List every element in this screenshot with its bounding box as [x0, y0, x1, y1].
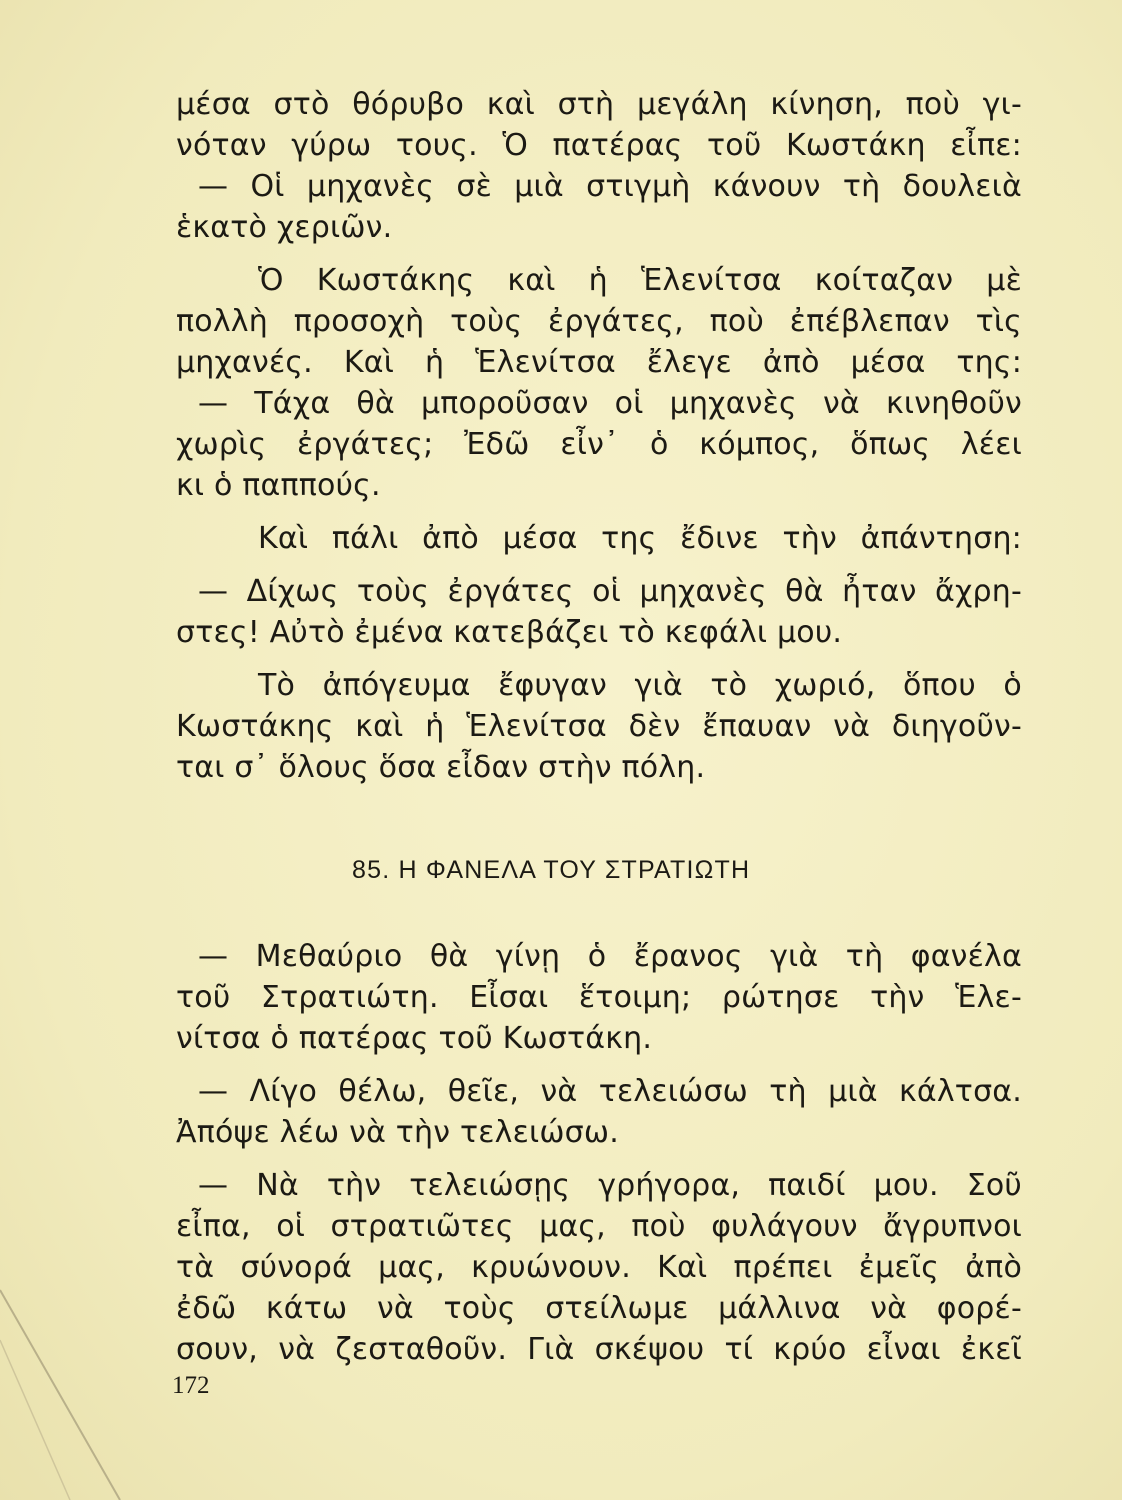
text-line: Καὶ πάλι ἀπὸ μέσα της ἔδινε τὴν ἀπάντηση:	[258, 521, 1022, 556]
text-line: — Μεθαύριο θὰ γίνῃ ὁ ἔρανος γιὰ τὴ φανέλα	[198, 939, 1022, 974]
text-line: χωρὶς ἐργάτες; Ἐδῶ εἶν᾽ ὁ κόμπος, ὅπως λέει	[176, 427, 1022, 462]
text-line: ἐδῶ κάτω νὰ τοὺς στείλωμε μάλλινα νὰ φορέ-	[176, 1291, 1022, 1326]
text-line: τὰ σύνορά μας, κρυώνουν. Καὶ πρέπει ἐμεῖς ἀπὸ	[176, 1250, 1022, 1285]
section-1-text	[176, 84, 1022, 788]
text-line: νίτσα ὁ πατέρας τοῦ Κωστάκη.	[176, 1021, 653, 1056]
page-fold-mark	[0, 1280, 200, 1500]
text-line: μηχανές. Καὶ ἡ Ἑλενίτσα ἔλεγε ἀπὸ μέσα της:	[176, 345, 1022, 380]
text-line: ἑκατὸ χεριῶν.	[176, 210, 393, 245]
text-line: — Δίχως τοὺς ἐργάτες οἱ μηχανὲς θὰ ἦταν ἄχρη-	[198, 574, 1022, 609]
text-line: — Τάχα θὰ μποροῦσαν οἱ μηχανὲς νὰ κινηθοῦν	[198, 386, 1022, 421]
page-number: 172	[172, 1372, 210, 1399]
text-line: — Νὰ τὴν τελειώσῃς γρήγορα, παιδί μου. Σοῦ	[198, 1168, 1022, 1203]
text-line: νόταν γύρω τους. Ὁ πατέρας τοῦ Κωστάκη εἶπε:	[176, 128, 1022, 163]
text-line: τοῦ Στρατιώτη. Εἶσαι ἕτοιμη; ρώτησε τὴν Ἑλε-	[176, 980, 1022, 1015]
text-line: πολλὴ προσοχὴ τοὺς ἐργάτες, ποὺ ἐπέβλεπαν τὶς	[176, 304, 1022, 339]
text-line: μέσα στὸ θόρυβο καὶ στὴ μεγάλη κίνηση, ποὺ γι-	[176, 87, 1022, 122]
text-line: εἶπα, οἱ στρατιῶτες μας, ποὺ φυλάγουν ἄγρυπνοι	[176, 1209, 1022, 1244]
text-line: σουν, νὰ ζεσταθοῦν. Γιὰ σκέψου τί κρύο εἶναι ἐκεῖ	[176, 1332, 1022, 1367]
text-line: Ὁ Κωστάκης καὶ ἡ Ἑλενίτσα κοίταζαν μὲ	[258, 263, 1022, 298]
text-line: Κωστάκης καὶ ἡ Ἑλενίτσα δὲν ἔπαυαν νὰ διηγοῦν-	[176, 709, 1022, 744]
chapter-heading: 85. Η ΦΑΝΕΛΑ ΤΟΥ ΣΤΡΑΤΙΩΤΗ	[352, 856, 751, 884]
text-line: Τὸ ἀπόγευμα ἔφυγαν γιὰ τὸ χωριό, ὅπου ὁ	[258, 668, 1022, 703]
text-line: Ἀπόψε λέω νὰ τὴν τελειώσω.	[176, 1115, 619, 1150]
text-line: — Οἱ μηχανὲς σὲ μιὰ στιγμὴ κάνουν τὴ δουλειὰ	[198, 169, 1022, 204]
text-line: κι ὁ παππούς.	[176, 468, 381, 503]
text-line: στες! Αὐτὸ ἐμένα κατεβάζει τὸ κεφάλι μου.	[176, 615, 843, 650]
text-line: — Λίγο θέλω, θεῖε, νὰ τελειώσω τὴ μιὰ κάλτσα.	[198, 1074, 1022, 1109]
section-2-text	[176, 936, 1022, 1370]
text-line: ται σ᾽ ὅλους ὅσα εἶδαν στὴν πόλη.	[176, 750, 706, 785]
